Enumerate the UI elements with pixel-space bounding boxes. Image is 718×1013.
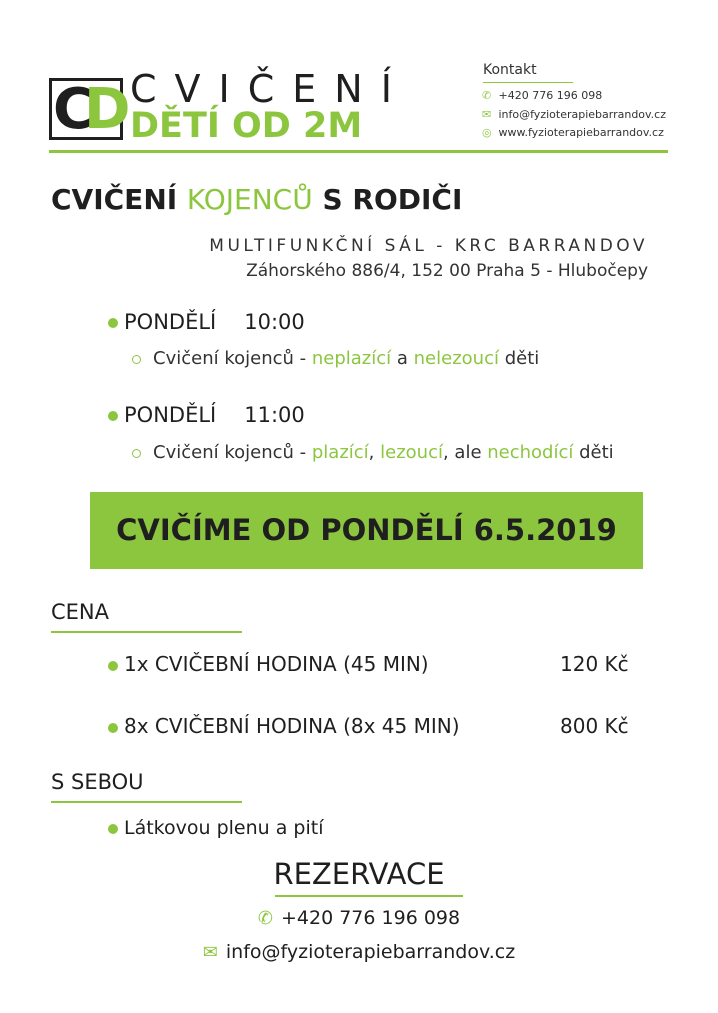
- bullet-icon: [108, 411, 118, 421]
- price-item-2: [108, 714, 460, 738]
- reservation-heading: REZERVACE: [273, 857, 445, 891]
- title-part2: KOJENCŮ: [186, 183, 313, 216]
- reservation-email[interactable]: info@fyzioterapiebarrandov.cz: [225, 941, 516, 963]
- contact-web[interactable]: www.fyzioterapiebarrandov.cz: [498, 126, 664, 139]
- price-item-1: [108, 652, 429, 676]
- bullet-icon: [108, 661, 118, 671]
- schedule-time: 11:00: [244, 403, 305, 427]
- schedule-day: PONDĚLÍ: [124, 403, 217, 427]
- price-value-2: 800 Kč: [560, 714, 629, 738]
- schedule-desc-1: [132, 348, 539, 369]
- contact-phone-row: [482, 89, 602, 102]
- schedule-time: 10:00: [244, 310, 305, 334]
- desc-text: Cvičení kojenců -: [153, 442, 312, 463]
- reservation-divider: [275, 895, 463, 897]
- price-value-1: 120 Kč: [560, 652, 629, 676]
- venue-name: MULTIFUNKČNÍ SÁL - KRC BARRANDOV: [209, 236, 648, 256]
- logo-title-line1: CVIČENÍ: [130, 67, 410, 111]
- sub-bullet-icon: [132, 449, 141, 458]
- bring-heading: S SEBOU: [51, 770, 144, 794]
- reservation-phone-row: [0, 907, 718, 929]
- globe-icon: ◎: [482, 126, 492, 139]
- logo-monogram-d: D: [84, 77, 131, 142]
- desc-text: , ale: [442, 442, 488, 463]
- schedule-item-1: [108, 310, 305, 334]
- contact-web-row: [482, 126, 664, 139]
- reservation-email-row: [0, 941, 718, 963]
- price-divider: [51, 631, 242, 633]
- mail-icon: ✉: [202, 942, 218, 963]
- bring-item-1: [108, 817, 323, 839]
- bullet-icon: [108, 723, 118, 733]
- desc-highlight: nechodící: [487, 442, 574, 463]
- desc-text: děti: [498, 348, 540, 369]
- desc-highlight: plazící: [311, 442, 369, 463]
- logo-title-line2: DĚTÍ OD 2M: [130, 106, 363, 146]
- reservation-phone[interactable]: +420 776 196 098: [280, 907, 461, 929]
- bring-label: Látkovou plenu a pití: [124, 817, 324, 839]
- start-date-banner: CVIČÍME OD PONDĚLÍ 6.5.2019: [90, 492, 643, 569]
- price-label: 1x CVIČEBNÍ HODINA (45 MIN): [124, 652, 429, 676]
- contact-email[interactable]: info@fyzioterapiebarrandov.cz: [498, 108, 667, 121]
- bullet-icon: [108, 318, 118, 328]
- sub-bullet-icon: [132, 355, 141, 364]
- page-title: [51, 183, 462, 216]
- schedule-day: PONDĚLÍ: [124, 310, 217, 334]
- contact-email-row: [482, 108, 666, 121]
- price-label: 8x CVIČEBNÍ HODINA (8x 45 MIN): [124, 714, 460, 738]
- desc-highlight: nelezoucí: [413, 348, 499, 369]
- logo-monogram-c: C: [53, 77, 95, 142]
- contact-heading: Kontakt: [483, 62, 537, 78]
- bring-divider: [51, 801, 242, 803]
- schedule-item-2: [108, 403, 305, 427]
- header-divider: [49, 150, 668, 153]
- contact-divider: [483, 82, 573, 83]
- desc-text: ,: [368, 442, 381, 463]
- phone-icon: ✆: [257, 908, 273, 929]
- title-part1: CVIČENÍ: [51, 183, 187, 216]
- desc-text: a: [391, 348, 414, 369]
- venue-address: Záhorského 886/4, 152 00 Praha 5 - Hlubočepy: [246, 261, 648, 281]
- desc-text: děti: [573, 442, 614, 463]
- title-part3: S RODIČI: [312, 183, 463, 216]
- mail-icon: ✉: [482, 108, 492, 121]
- schedule-desc-2: [132, 442, 614, 463]
- bullet-icon: [108, 824, 118, 834]
- contact-phone[interactable]: +420 776 196 098: [498, 89, 603, 102]
- price-heading: CENA: [51, 600, 110, 624]
- desc-text: Cvičení kojenců -: [153, 348, 312, 369]
- desc-highlight: neplazící: [311, 348, 392, 369]
- desc-highlight: lezoucí: [380, 442, 443, 463]
- phone-icon: ✆: [482, 89, 492, 102]
